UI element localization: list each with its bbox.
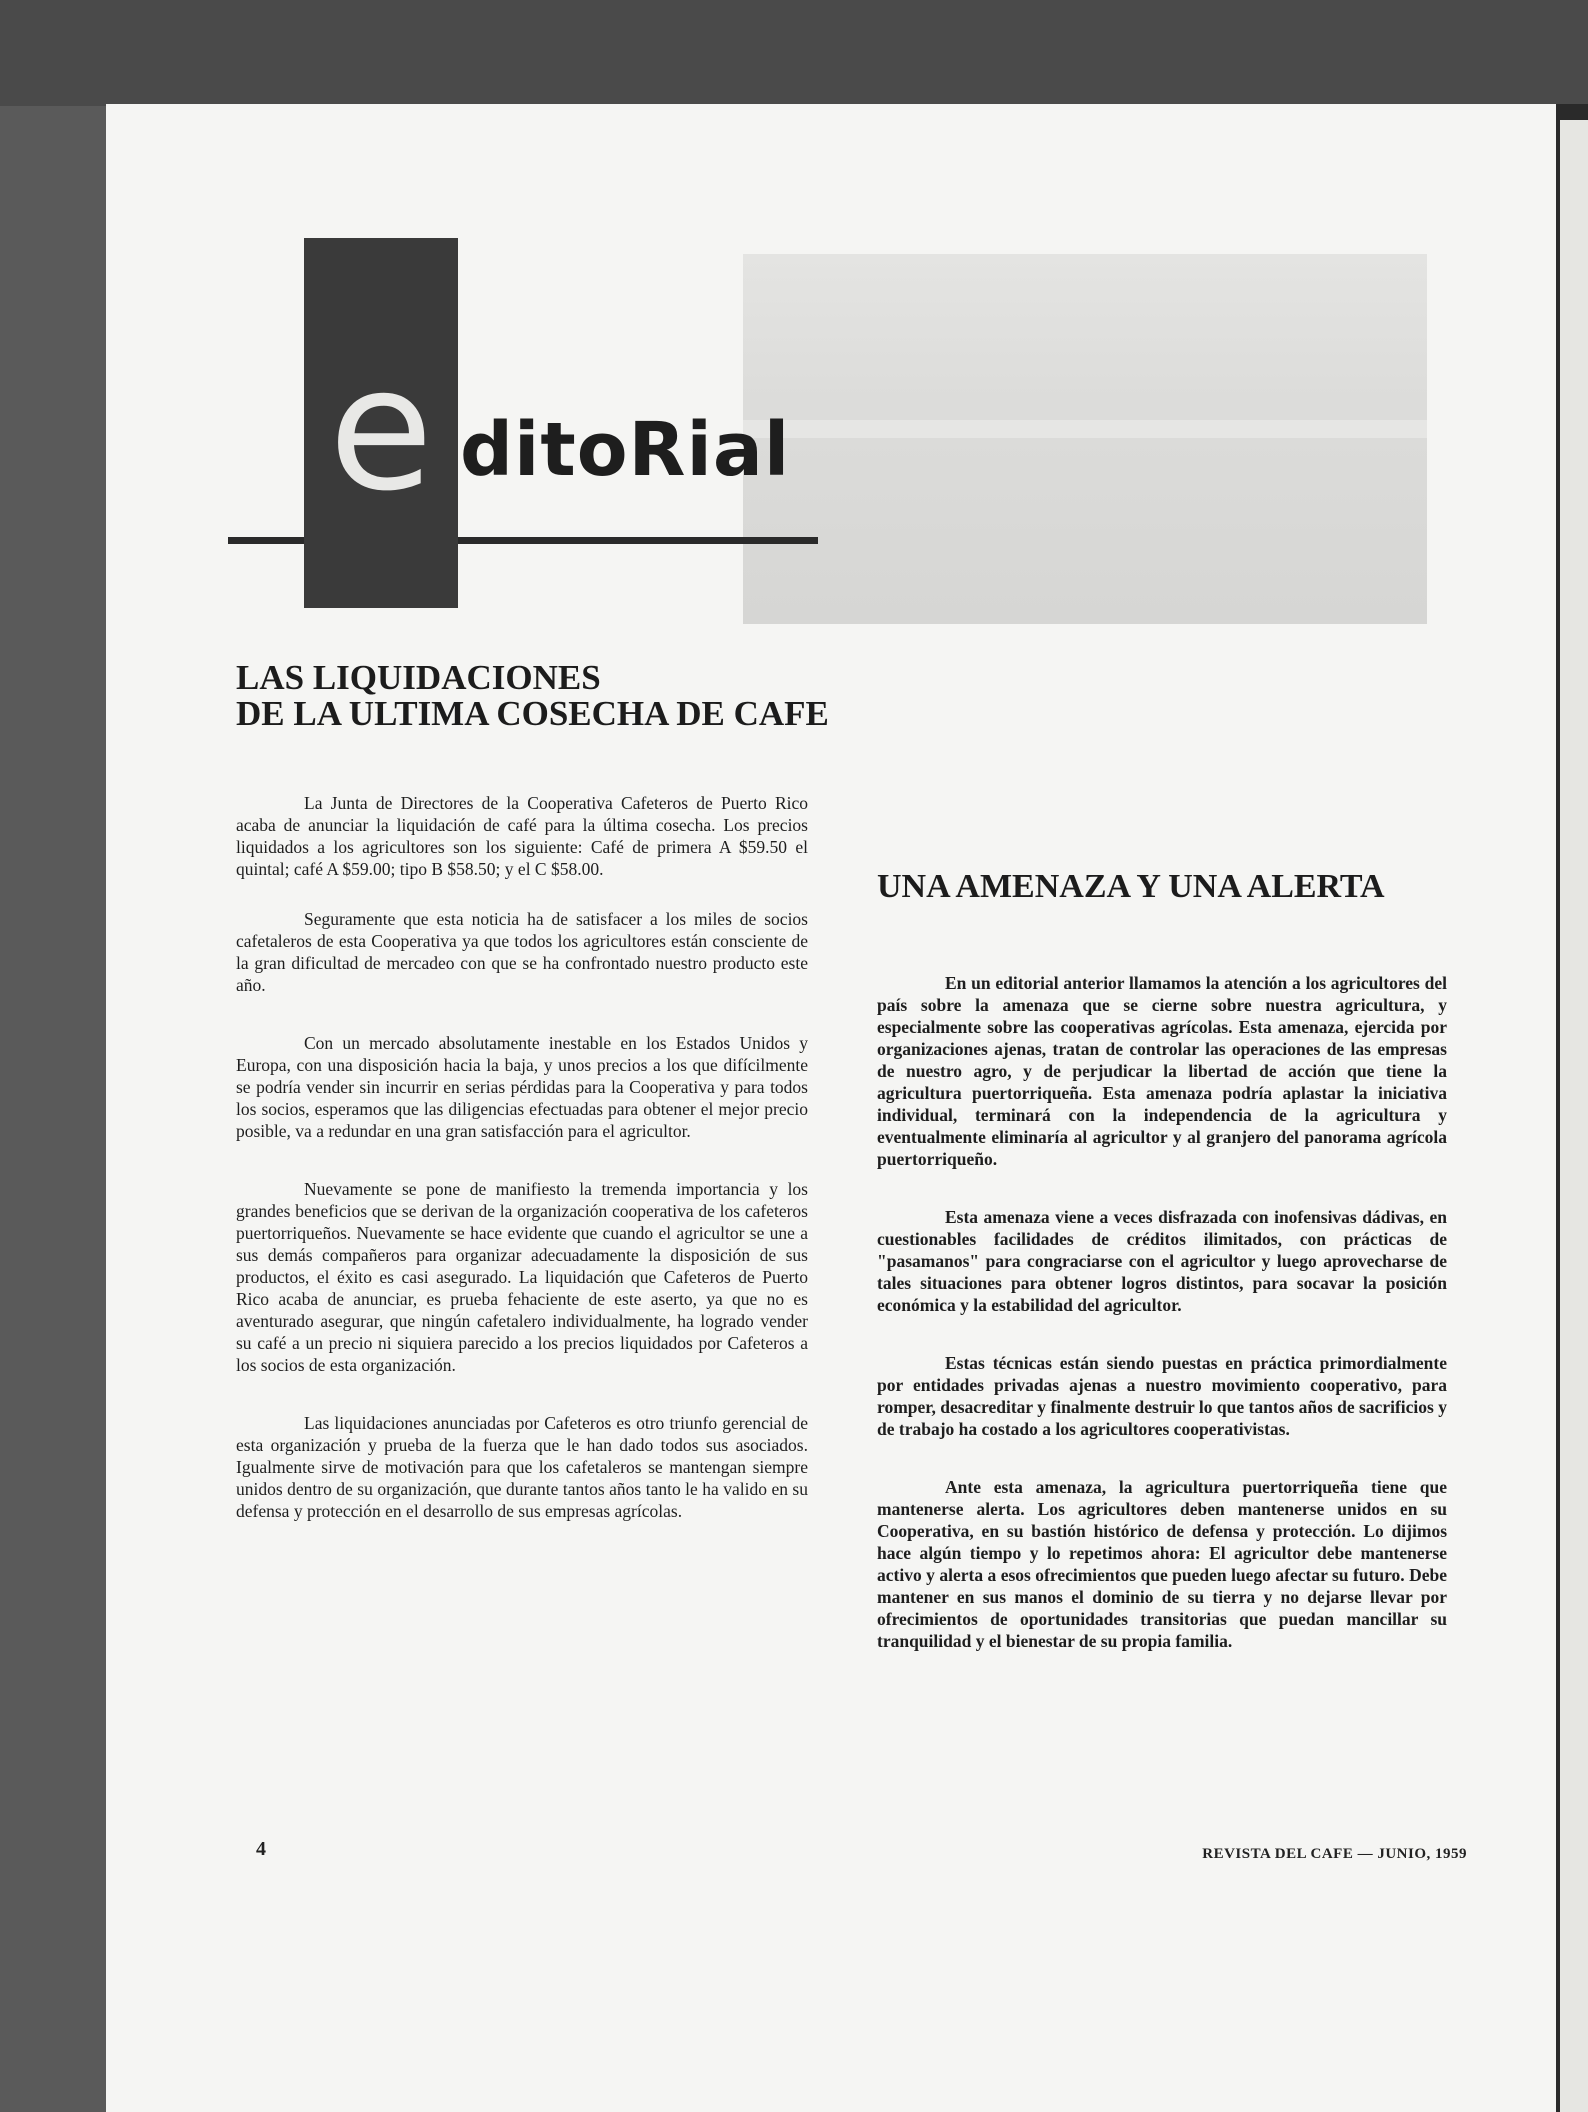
page-number: 4 xyxy=(256,1838,266,1860)
article2-paragraph: Esta amenaza viene a veces disfrazada con inofensivas dádivas, en cuestionables facilidades de créditos ilimitados, con prácticas de "pasamanos" para congraciarse con el agricultor y luego aprovecharse de tales situaciones para obtener logros distintos, para socavar la posición económica y la estabilidad del agricultor. xyxy=(877,1207,1447,1315)
article1-title-line1: LAS LIQUIDACIONES xyxy=(236,658,601,697)
header-rule-block xyxy=(304,537,458,544)
publication-footer: REVISTA DEL CAFE — JUNIO, 1959 xyxy=(1202,1846,1467,1862)
article1-title-line2: DE LA ULTIMA COSECHA DE CAFE xyxy=(236,694,829,733)
article2-paragraph: Estas técnicas están siendo puestas en práctica primordialmente por entidades privadas ajenas a nuestro movimiento cooperativo, para romper, desacreditar y finalmente destruir lo que tantos años de sacrificios y de trabajo ha costado a los agricultores cooperativistas. xyxy=(877,1353,1447,1439)
article2-paragraph: En un editorial anterior llamamos la atención a los agricultores del país sobre la amenaza que se cierne sobre nuestra agricultura, y especialmente sobre las cooperativas agrícolas. Esta amenaza, ejercida por organizaciones ajenas, tratan de controlar las operaciones de las empresas de nuestro agro, y de perjudicar la libertad de acción que tiene la agricultura puertorriqueña. Esta amenaza podría aplastar la iniciativa individual, terminará con la independencia de la agricultura y eventualmente eliminaría al agricultor y al granjero del panorama agrícola puertorriqueño. xyxy=(877,973,1447,1169)
article1-paragraph: La Junta de Directores de la Cooperativa Cafeteros de Puerto Rico acaba de anunciar la liquidación de café para la última cosecha. Los precios liquidados a los agricultores son los siguiente: Café de primera A $59.50 el quintal; café A $59.00; tipo B $58.50; y el C $58.00. xyxy=(236,793,808,879)
article1-paragraph: Nuevamente se pone de manifiesto la tremenda importancia y los grandes beneficios que se derivan de la organización cooperativa de los cafeteros puertorriqueños. Nuevamente se hace evidente que cuando el agricultor se une a sus demás compañeros para organizar adecuadamente la disposición de sus productos, el éxito es casi asegurado. La liquidación que Cafeteros de Puerto Rico acaba de anunciar, es prueba fehaciente de este aserto, ya que no es aventurado asegurar, que ningún cafetalero individualmente, ha logrado vender su café a un precio ni siquiera parecido a los precios liquidados por Cafeteros a los socios de esta organización. xyxy=(236,1179,808,1375)
article2-title: UNA AMENAZA Y UNA ALERTA xyxy=(877,868,1385,905)
article2-body xyxy=(877,972,1447,1688)
article1-body xyxy=(236,792,808,1558)
article2-paragraph: Ante esta amenaza, la agricultura puertorriqueña tiene que mantenerse alerta. Los agricultores deben mantenerse unidos en su Cooperativa, en su bastión histórico de defensa y protección. Lo dijimos hace algún tiempo y lo repetimos ahora: El agricultor debe mantenerse activo y alerta a esos ofrecimientos que pueden luego afectar su futuro. Debe mantener en sus manos el dominio de su tierra y no dejarse llevar por ofrecimientos de oportunidades transitorias que puedan mancillar su tranquilidad y el bienestar de su propia familia. xyxy=(877,1477,1447,1651)
header-photo xyxy=(743,254,1427,624)
next-page-edge xyxy=(1560,120,1588,2112)
header-photo-band xyxy=(743,420,1427,438)
editorial-heading: ditoRial xyxy=(460,407,791,493)
article1-paragraph: Con un mercado absolutamente inestable en los Estados Unidos y Europa, con una disposición hacia la baja, y unos precios a los que difícilmente se podría vender sin incurrir en serias pérdidas para la Cooperativa y para todos los socios, esperamos que las diligencias efectuadas para obtener el mejor precio posible, va a redundar en una gran satisfacción para el agricultor. xyxy=(236,1033,808,1141)
editorial-initial: e xyxy=(328,331,434,529)
article1-paragraph: Las liquidaciones anunciadas por Cafeteros es otro triunfo gerencial de esta organización y prueba de la fuerza que le han dado todos sus asociados. Igualmente sirve de motivación para que los cafetaleros se mantengan siempre unidos dentro de su organización, que durante tantos años tanto le ha valido en su defensa y protección en el desarrollo de sus empresas agrícolas. xyxy=(236,1413,808,1521)
article1-title xyxy=(236,660,836,732)
article1-paragraph: Seguramente que esta noticia ha de satisfacer a los miles de socios cafetaleros de esta Cooperativa ya que todos los agricultores están consciente de la gran dificultad de mercadeo con que se ha confrontado nuestro producto este año. xyxy=(236,909,808,995)
scan-background xyxy=(0,0,1588,106)
